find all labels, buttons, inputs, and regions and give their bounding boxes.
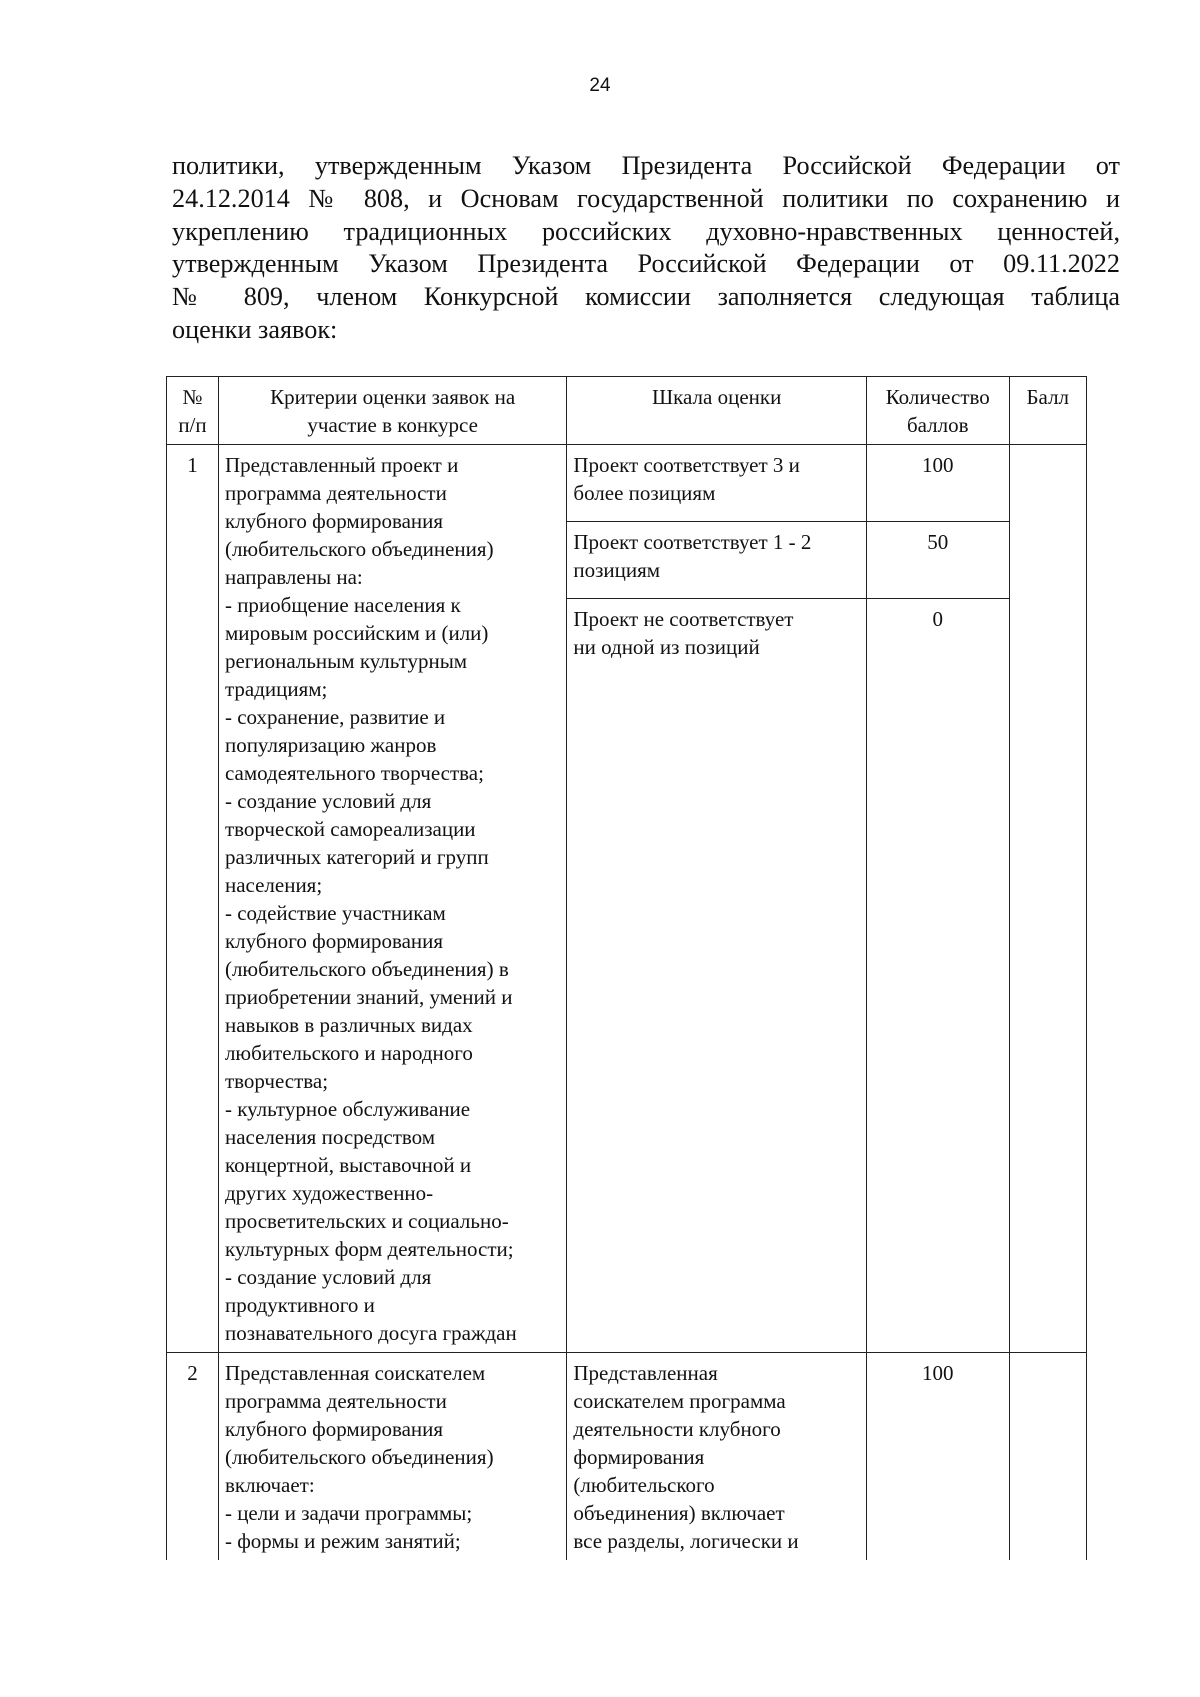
header-quantity: Количество баллов <box>866 377 1009 445</box>
header-scale: Шкала оценки <box>567 377 867 445</box>
header-criteria: Критерии оценки заявок на участие в конкурсе <box>218 377 566 445</box>
intro-line: 24.12.2014 № 808, и Основам государственной политики по сохранению и <box>172 183 1120 213</box>
header-number: № п/п <box>167 377 219 445</box>
points-cell: 100 <box>866 445 1009 522</box>
intro-paragraph <box>172 150 1120 347</box>
criteria-cell: Представленный проект и программа деятельности клубного формирования (любительского объединения) направлены на: - приобщение населения к мировым российским и (или) региональным культурным традициям; - сохранение, развитие и популяризацию жанров самодеятельного творчества; - создание условий для творческой самореализации различных категорий и групп населения; - содействие участникам клубного формирования (любительского объединения) в приобретении знаний, умений и навыков в различных видах любительского и народного творчества; - культурное обслуживание населения посредством концертной, выставочной и других художественно- просветительских и социально- культурных форм деятельности; - создание условий для продуктивного и познавательного досуга граждан <box>218 445 566 1353</box>
score-cell <box>1009 445 1086 1353</box>
criteria-cell: Представленная соискателем программа деятельности клубного формирования (любительского объединения) включает: - цели и задачи программы; - формы и режим занятий; <box>218 1353 566 1561</box>
row-number: 1 <box>167 445 219 1353</box>
header-score: Балл <box>1009 377 1086 445</box>
intro-line: укреплению традиционных российских духовно-нравственных ценностей, <box>172 216 1120 246</box>
scoring-table <box>166 376 1087 1560</box>
scale-cell: Проект не соответствует ни одной из позиций <box>567 599 867 1353</box>
score-cell <box>1009 1353 1086 1561</box>
points-cell: 0 <box>866 599 1009 1353</box>
table-row <box>167 1353 1087 1561</box>
page-number: 24 <box>589 75 611 96</box>
table-header-row <box>167 377 1087 445</box>
points-cell: 100 <box>866 1353 1009 1561</box>
scale-cell: Проект соответствует 1 - 2 позициям <box>567 522 867 599</box>
scale-cell: Представленная соискателем программа деятельности клубного формирования (любительского объединения) включает все разделы, логически и <box>567 1353 867 1561</box>
row-number: 2 <box>167 1353 219 1561</box>
intro-line: утвержденным Указом Президента Российской Федерации от 09.11.2022 <box>172 249 1120 279</box>
intro-line: политики, утвержденным Указом Президента Российской Федерации от <box>172 151 1120 180</box>
intro-line: оценки заявок: <box>172 314 338 344</box>
scale-cell: Проект соответствует 3 и более позициям <box>567 445 867 522</box>
table-row <box>167 445 1087 522</box>
intro-line: № 809, членом Конкурсной комиссии заполняется следующая таблица <box>172 282 1120 312</box>
points-cell: 50 <box>866 522 1009 599</box>
